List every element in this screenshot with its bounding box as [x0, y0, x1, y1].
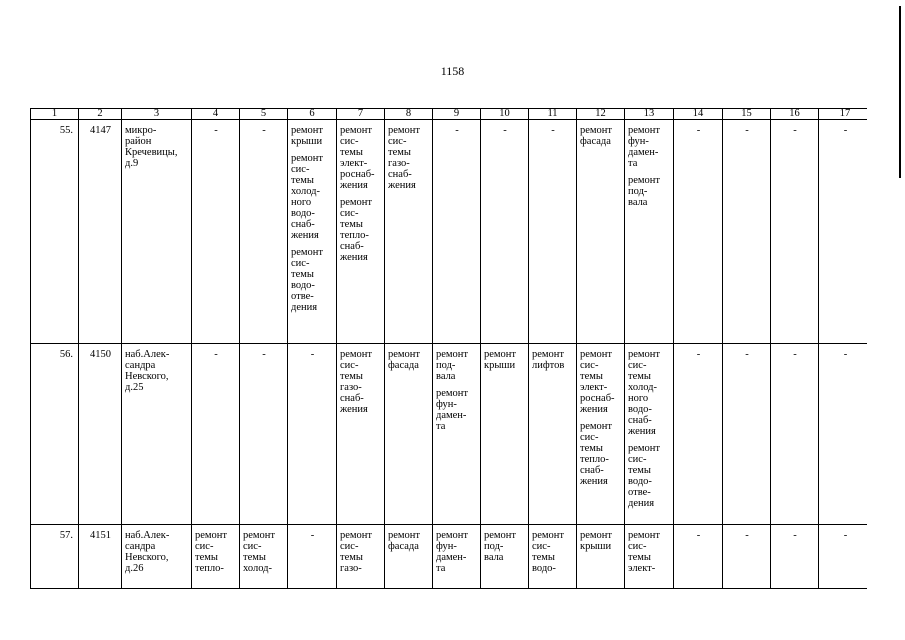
work-type-cell [337, 344, 385, 525]
work-item-line: ремонт [628, 530, 661, 541]
work-item-line: ремонт [628, 443, 661, 454]
work-item-line: сис- [340, 208, 359, 219]
address-cell [122, 344, 192, 525]
work-type-cell [385, 525, 433, 589]
work-item-line: сис- [628, 360, 647, 371]
table-row [31, 120, 868, 344]
work-item-line: ремонт [484, 349, 517, 360]
work-item-line: сис- [340, 541, 359, 552]
work-item-line: вала [484, 552, 504, 563]
work-item-line: ремонт [436, 530, 469, 541]
work-item-line: та [436, 563, 446, 574]
work-item-line: крыши [580, 541, 612, 552]
margin-rule [899, 6, 901, 178]
work-item-line: темы [580, 371, 603, 382]
work-item-line: холод- [243, 563, 272, 574]
document-table-container [30, 108, 867, 597]
work-item-line: ремонт [291, 125, 324, 136]
work-item [628, 175, 671, 208]
work-item-line: роснаб- [340, 169, 375, 180]
empty-work-cell: - [192, 344, 240, 525]
work-item [436, 388, 478, 432]
work-item-line: сис- [340, 136, 359, 147]
address-line: Невского, [125, 552, 169, 563]
address-line: сандра [125, 541, 156, 552]
work-item-line: темы [340, 219, 363, 230]
work-item-line: ремонт [532, 349, 565, 360]
work-item-line: фасада [388, 360, 419, 371]
work-item [628, 443, 671, 509]
work-item [580, 125, 622, 147]
empty-work-cell: - [819, 525, 868, 589]
work-item [628, 125, 671, 169]
work-type-cell [577, 120, 625, 344]
row-number-cell: 56. [31, 344, 79, 525]
work-item-line: под- [484, 541, 504, 552]
work-item-line: фун- [436, 399, 457, 410]
empty-work-cell: - [240, 344, 288, 525]
column-number-header: 4 [192, 109, 240, 120]
work-item [291, 153, 334, 241]
empty-work-cell: - [674, 344, 723, 525]
work-item-line: жения [340, 252, 368, 263]
work-item-line: фун- [436, 541, 457, 552]
work-type-cell [337, 525, 385, 589]
address-cell [122, 120, 192, 344]
column-number-header: 6 [288, 109, 337, 120]
work-item-line: фасада [580, 136, 611, 147]
work-item-line: лифтов [532, 360, 565, 371]
address-line: район [125, 136, 152, 147]
work-item-line: сис- [291, 164, 310, 175]
work-item [532, 349, 574, 371]
work-type-cell [481, 344, 529, 525]
work-item-line: ремонт [291, 247, 324, 258]
work-item-line: тепло- [580, 454, 609, 465]
work-item-line: вала [436, 371, 456, 382]
work-item-line: крыши [484, 360, 516, 371]
work-item-line: ного [291, 197, 312, 208]
empty-work-cell: - [819, 344, 868, 525]
work-item-line: отве- [628, 487, 651, 498]
empty-work-cell: - [723, 525, 771, 589]
address-line: Кречевицы, [125, 147, 178, 158]
work-item-line: роснаб- [580, 393, 615, 404]
column-number-header: 17 [819, 109, 868, 120]
address-line: сандра [125, 360, 156, 371]
work-item-line: темы [195, 552, 218, 563]
work-item-line: сис- [195, 541, 214, 552]
empty-work-cell: - [674, 120, 723, 344]
column-number-header: 15 [723, 109, 771, 120]
work-item-line: дамен- [628, 147, 659, 158]
work-item-line: ремонт [195, 530, 228, 541]
work-item-line: сис- [291, 258, 310, 269]
empty-work-cell: - [481, 120, 529, 344]
work-item-line: снаб- [388, 169, 412, 180]
building-code-cell: 4150 [79, 344, 122, 525]
work-type-cell [337, 120, 385, 344]
work-item [628, 530, 671, 574]
page-number: 1158 [440, 64, 465, 78]
work-item [340, 349, 382, 415]
work-item-line: темы [628, 371, 651, 382]
work-item-line: жения [628, 426, 656, 437]
empty-work-cell: - [771, 120, 819, 344]
work-item-line: темы [291, 175, 314, 186]
empty-work-cell: - [723, 344, 771, 525]
column-number-header: 11 [529, 109, 577, 120]
empty-work-cell: - [771, 525, 819, 589]
work-item-line: вала [628, 197, 648, 208]
work-item-line: ремонт [532, 530, 565, 541]
work-type-cell [192, 525, 240, 589]
work-item-line: элект- [580, 382, 608, 393]
column-number-header: 14 [674, 109, 723, 120]
work-item-line: элект- [628, 563, 656, 574]
work-item-line: сис- [340, 360, 359, 371]
column-number-header: 16 [771, 109, 819, 120]
work-type-cell [577, 525, 625, 589]
work-item-line: жения [388, 180, 416, 191]
address-line: д.9 [125, 158, 139, 169]
work-item-line: сис- [532, 541, 551, 552]
work-item-line: жения [340, 404, 368, 415]
work-item [436, 349, 478, 382]
column-number-header: 12 [577, 109, 625, 120]
row-number-cell: 57. [31, 525, 79, 589]
work-item-line: дения [628, 498, 655, 509]
repair-schedule-table [30, 108, 867, 589]
work-item-line: жения [291, 230, 319, 241]
work-item-line: снаб- [580, 465, 604, 476]
work-type-cell [385, 120, 433, 344]
column-number-header: 1 [31, 109, 79, 120]
work-type-cell [529, 344, 577, 525]
address-line: микро- [125, 125, 157, 136]
work-type-cell [529, 525, 577, 589]
work-type-cell [433, 344, 481, 525]
work-item [195, 530, 237, 574]
work-item [340, 530, 382, 574]
work-item [580, 421, 622, 487]
work-item-line: ремонт [580, 530, 613, 541]
work-item-line: ремонт [580, 421, 613, 432]
work-type-cell [625, 525, 674, 589]
work-item-line: та [436, 421, 446, 432]
empty-work-cell: - [288, 344, 337, 525]
work-item-line: ремонт [436, 349, 469, 360]
work-item-line: фасада [388, 541, 419, 552]
work-item-line: ремонт [340, 125, 373, 136]
work-item-line: холод- [628, 382, 657, 393]
work-item-line: темы [340, 147, 363, 158]
work-item-line: темы [340, 552, 363, 563]
work-item-line: темы [580, 443, 603, 454]
work-item-line: ного [628, 393, 649, 404]
work-item-line: отве- [291, 291, 314, 302]
address-line: Невского, [125, 371, 169, 382]
work-item-line: темы [628, 552, 651, 563]
work-item-line: сис- [580, 432, 599, 443]
work-item-line: сис- [388, 136, 407, 147]
work-item-line: газо- [388, 158, 410, 169]
work-item [628, 349, 671, 437]
work-item-line: снаб- [340, 393, 364, 404]
column-number-header: 2 [79, 109, 122, 120]
column-number-header: 7 [337, 109, 385, 120]
work-item [388, 530, 430, 552]
empty-work-cell: - [723, 120, 771, 344]
work-item [388, 125, 430, 191]
work-item-line: сис- [628, 454, 647, 465]
address-line: наб.Алек- [125, 530, 170, 541]
work-item [436, 530, 478, 574]
work-item-line: темы [243, 552, 266, 563]
table-row [31, 525, 868, 589]
work-item-line: темы [532, 552, 555, 563]
row-number-cell: 55. [31, 120, 79, 344]
work-type-cell [577, 344, 625, 525]
work-item-line: темы [340, 371, 363, 382]
work-item-line: та [628, 158, 638, 169]
column-number-row [31, 109, 868, 120]
table-row [31, 344, 868, 525]
work-item-line: водо- [291, 280, 315, 291]
work-item-line: под- [628, 186, 648, 197]
work-item-line: газо- [340, 563, 362, 574]
empty-work-cell: - [433, 120, 481, 344]
work-type-cell [625, 344, 674, 525]
empty-work-cell: - [674, 525, 723, 589]
work-item-line: ремонт [628, 125, 661, 136]
work-item [340, 197, 382, 263]
empty-work-cell: - [192, 120, 240, 344]
work-item-line: ремонт [340, 349, 373, 360]
work-item [580, 349, 622, 415]
column-number-header: 9 [433, 109, 481, 120]
work-item [243, 530, 285, 574]
work-item-line: ремонт [340, 197, 373, 208]
work-type-cell [288, 120, 337, 344]
work-item [484, 530, 526, 563]
work-item-line: снаб- [628, 415, 652, 426]
work-item-line: темы [628, 465, 651, 476]
work-item-line: крыши [291, 136, 323, 147]
work-item-line: жения [340, 180, 368, 191]
work-item [291, 125, 334, 147]
work-item-line: ремонт [628, 349, 661, 360]
work-item-line: дамен- [436, 410, 467, 421]
empty-work-cell: - [529, 120, 577, 344]
work-item-line: дамен- [436, 552, 467, 563]
work-item-line: ремонт [628, 175, 661, 186]
work-item [580, 530, 622, 552]
work-type-cell [625, 120, 674, 344]
work-item-line: элект- [340, 158, 368, 169]
work-item-line: тепло- [340, 230, 369, 241]
work-item-line: ремонт [340, 530, 373, 541]
work-item [532, 530, 574, 574]
work-item-line: ремонт [388, 349, 421, 360]
work-type-cell [481, 525, 529, 589]
column-number-header: 13 [625, 109, 674, 120]
work-type-cell [240, 525, 288, 589]
work-item [340, 125, 382, 191]
work-item-line: снаб- [291, 219, 315, 230]
work-item-line: фун- [628, 136, 649, 147]
work-item-line: под- [436, 360, 456, 371]
work-type-cell [433, 525, 481, 589]
empty-work-cell: - [771, 344, 819, 525]
work-item-line: ремонт [388, 125, 421, 136]
work-item-line: газо- [340, 382, 362, 393]
work-item-line: холод- [291, 186, 320, 197]
work-item-line: ремонт [291, 153, 324, 164]
work-item-line: водо- [291, 208, 315, 219]
work-item-line: ремонт [388, 530, 421, 541]
address-line: наб.Алек- [125, 349, 170, 360]
column-number-header: 8 [385, 109, 433, 120]
building-code-cell: 4151 [79, 525, 122, 589]
work-item-line: тепло- [195, 563, 224, 574]
work-item-line: темы [388, 147, 411, 158]
work-item-line: водо- [628, 476, 652, 487]
address-line: д.25 [125, 382, 144, 393]
work-item-line: жения [580, 404, 608, 415]
column-number-header: 5 [240, 109, 288, 120]
work-item-line: снаб- [340, 241, 364, 252]
work-type-cell [385, 344, 433, 525]
work-item-line: сис- [243, 541, 262, 552]
empty-work-cell: - [240, 120, 288, 344]
work-item-line: ремонт [580, 349, 613, 360]
work-item [388, 349, 430, 371]
empty-work-cell: - [288, 525, 337, 589]
work-item [484, 349, 526, 371]
work-item-line: водо- [628, 404, 652, 415]
column-number-header: 10 [481, 109, 529, 120]
address-cell [122, 525, 192, 589]
work-item-line: дения [291, 302, 318, 313]
work-item-line: ремонт [436, 388, 469, 399]
column-number-header: 3 [122, 109, 192, 120]
address-line: д.26 [125, 563, 144, 574]
work-item-line: сис- [628, 541, 647, 552]
work-item-line: ремонт [243, 530, 276, 541]
work-item-line: темы [291, 269, 314, 280]
empty-work-cell: - [819, 120, 868, 344]
work-item-line: ремонт [580, 125, 613, 136]
work-item-line: ремонт [484, 530, 517, 541]
work-item-line: сис- [580, 360, 599, 371]
work-item-line: жения [580, 476, 608, 487]
work-item [291, 247, 334, 313]
work-item-line: водо- [532, 563, 556, 574]
building-code-cell: 4147 [79, 120, 122, 344]
